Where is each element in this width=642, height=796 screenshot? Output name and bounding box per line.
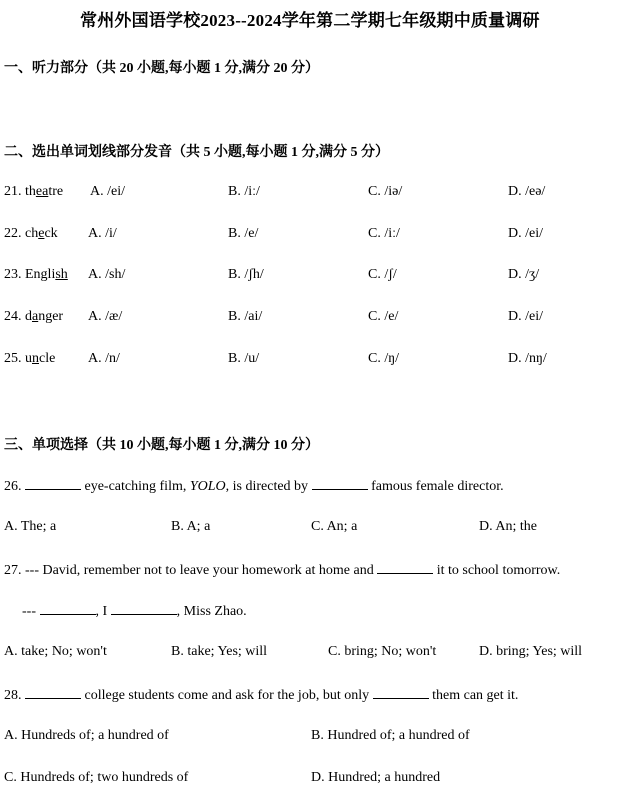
option-d: D. Hundred; a hundred [311, 770, 441, 785]
option-a: A. /ei/ [90, 184, 125, 199]
option-a: A. take; No; won't [4, 644, 107, 659]
question-number: 24. [4, 309, 22, 324]
answer-blank [40, 602, 96, 615]
option-c: C. /e/ [368, 309, 399, 324]
option-b: B. /u/ [228, 351, 260, 366]
option-d: D. An; the [479, 519, 537, 534]
question-number: 23. [4, 267, 22, 282]
word-prefix: Engli [25, 267, 56, 282]
question-word [25, 184, 63, 200]
question-word [25, 309, 63, 325]
option-a: A. Hundreds of; a hundred of [4, 728, 169, 743]
stem-text: it to school tomorrow. [436, 563, 561, 578]
underlined-part: e [38, 226, 45, 241]
option-d: D. /ei/ [508, 309, 543, 324]
option-a: A. /æ/ [88, 309, 123, 324]
underlined-part: ea [35, 184, 49, 199]
question-number: 21. [4, 184, 22, 199]
answer-blank [312, 477, 368, 490]
question-word [25, 226, 58, 242]
option-b: B. /e/ [228, 226, 259, 241]
question-number: 25. [4, 351, 22, 366]
page-title: 常州外国语学校2023--2024学年第二学期七年级期中质量调研 [80, 11, 540, 30]
response-text: , I [95, 604, 108, 619]
underlined-part: a [32, 309, 39, 324]
stem-text: --- David, remember not to leave your homework at home and [25, 563, 374, 578]
question-number: 27. [4, 563, 22, 578]
option-b: B. /ai/ [228, 309, 263, 324]
word-prefix: d [25, 309, 32, 324]
option-a: A. The; a [4, 519, 57, 534]
option-d: D. /ʒ/ [508, 267, 540, 282]
option-d: D. bring; Yes; will [479, 644, 583, 659]
option-c: C. /iː/ [368, 226, 400, 241]
option-a: A. /n/ [88, 351, 120, 366]
question-stem [4, 477, 504, 495]
response-dash: --- [22, 604, 36, 619]
option-d: D. /eə/ [508, 184, 546, 199]
option-b: B. Hundred of; a hundred of [311, 728, 470, 743]
response-text: , Miss Zhao. [176, 604, 247, 619]
stem-text: them can get it. [432, 688, 519, 703]
option-d: D. /nŋ/ [508, 351, 547, 366]
word-suffix: tre [48, 184, 64, 199]
option-b: B. A; a [171, 519, 211, 534]
word-prefix: th [25, 184, 36, 199]
underlined-part: n [32, 351, 39, 366]
underlined-part: sh [55, 267, 68, 282]
question-word [25, 351, 55, 367]
section-phonetics-heading: 二、选出单词划线部分发音（共 5 小题,每小题 1 分,满分 5 分） [4, 145, 389, 160]
option-c: C. /ŋ/ [368, 351, 400, 366]
stem-text: college students come and ask for the job, but only [84, 688, 370, 703]
option-c: C. Hundreds of; two hundreds of [4, 770, 189, 785]
word-prefix: ch [25, 226, 39, 241]
option-c: C. An; a [311, 519, 358, 534]
stem-text: eye-catching film, [84, 479, 187, 494]
word-prefix: u [25, 351, 32, 366]
section-listening-heading: 一、听力部分（共 20 小题,每小题 1 分,满分 20 分） [4, 61, 319, 76]
option-b: B. /ʃh/ [228, 267, 264, 282]
film-title: YOLO [189, 479, 226, 494]
question-number: 26. [4, 479, 22, 494]
option-b: B. take; Yes; will [171, 644, 268, 659]
answer-blank [25, 477, 81, 490]
option-d: D. /ei/ [508, 226, 543, 241]
option-c: C. bring; No; won't [328, 644, 437, 659]
answer-blank [377, 561, 433, 574]
option-a: A. /sh/ [88, 267, 126, 282]
question-number: 22. [4, 226, 22, 241]
question-number: 28. [4, 688, 22, 703]
answer-blank [373, 686, 429, 699]
answer-blank [111, 602, 177, 615]
stem-text: , is directed by [225, 479, 309, 494]
word-suffix: cle [39, 351, 56, 366]
word-suffix: ck [44, 226, 58, 241]
option-c: C. /ʃ/ [368, 267, 397, 282]
word-suffix: nger [38, 309, 64, 324]
option-a: A. /i/ [88, 226, 117, 241]
question-stem [4, 561, 560, 579]
section-single-choice-heading: 三、单项选择（共 10 小题,每小题 1 分,满分 10 分） [4, 438, 319, 453]
answer-blank [25, 686, 81, 699]
question-word [25, 267, 68, 283]
question-response [22, 602, 247, 620]
option-b: B. /iː/ [228, 184, 260, 199]
option-c: C. /iə/ [368, 184, 403, 199]
question-stem [4, 686, 518, 704]
stem-text: famous female director. [371, 479, 504, 494]
